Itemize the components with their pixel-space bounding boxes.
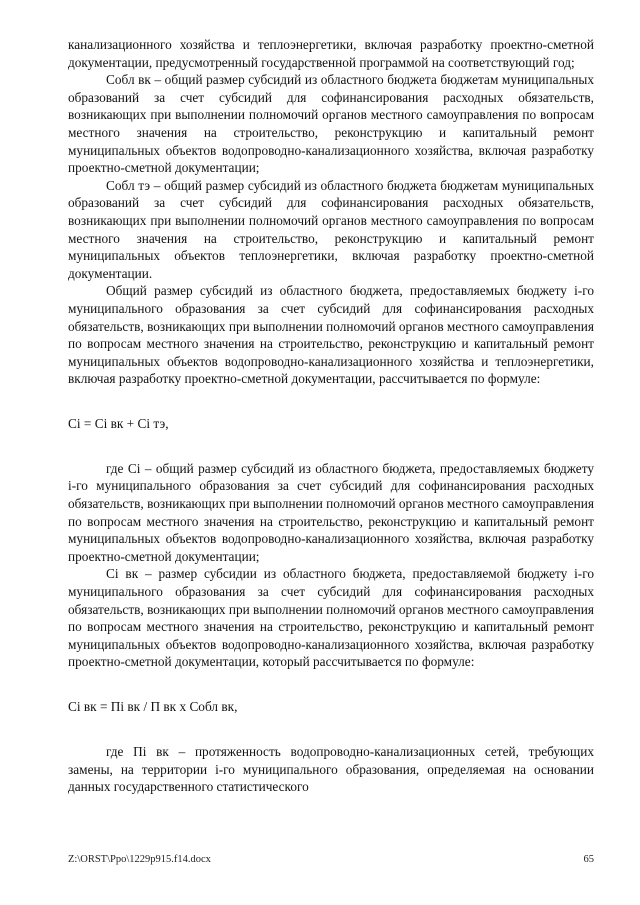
paragraph-total-subsidy: Общий размер субсидий из областного бюджета, предоставляемых бюджету i-го муниципального образования за счет субсидий для софинансирования расходных обязательств, возникающих при выполнении полномочий органов местного самоуправления по вопросам местного значения на строительство, реконструкцию и капитальный ремонт муниципальных объектов водопроводно-канализационного хозяйства и теплоэнергетики, включая разработку проектно-сметной документации, рассчитывается по формуле: xyxy=(68,283,594,387)
paragraph-ci-definition: где Ci – общий размер субсидий из областного бюджета, предоставляемых бюджету i-го муниципального образования за счет субсидий для софинансирования расходных обязательств, возникающих при выполнении полномочий органов местного самоуправления по вопросам местного значения на строительство, реконструкцию и капитальный ремонт муниципальных объектов водопроводно-канализационного хозяйства, включая разработку проектно-сметной документации; xyxy=(68,460,594,564)
document-body xyxy=(68,36,594,796)
formula-ci-vk: Ci вк = Пi вк / П вк x Собл вк, xyxy=(68,699,238,714)
paragraph-sobl-vk: Собл вк – общий размер субсидий из областного бюджета бюджетам муниципальных образований за счет субсидий для софинансирования расходных обязательств, возникающих при выполнении полномочий органов местного самоуправления по вопросам местного значения на строительство, реконструкцию и капитальный ремонт муниципальных объектов водопроводно-канализационного хозяйства, включая разработку проектно-сметной документации; xyxy=(68,72,594,176)
page-footer xyxy=(68,854,594,865)
paragraph-pi-vk-definition: где Пi вк – протяженность водопроводно-канализационных сетей, требующих замены, на территории i-го муниципального образования, определяемая на основании данных государственного статистического xyxy=(68,744,594,795)
paragraph-sobl-te: Собл тэ – общий размер субсидий из областного бюджета бюджетам муниципальных образований за счет субсидий для софинансирования расходных обязательств, возникающих при выполнении полномочий органов местного самоуправления по вопросам местного значения на строительство, реконструкцию и капитальный ремонт муниципальных объектов теплоэнергетики, включая разработку проектно-сметной документации. xyxy=(68,177,594,281)
footer-page-number: 65 xyxy=(583,854,594,865)
footer-file-path: Z:\ORST\Ppo\1229p915.f14.docx xyxy=(68,854,211,865)
paragraph-continuation: канализационного хозяйства и теплоэнергетики, включая разработку проектно-сметной документации, предусмотренный государственной программой на соответствующий год; xyxy=(68,37,594,70)
paragraph-ci-vk-definition: Ci вк – размер субсидии из областного бюджета, предоставляемой бюджету i-го муниципального образования за счет субсидий для софинансирования расходных обязательств, возникающих при выполнении полномочий органов местного самоуправления по вопросам местного значения на строительство, реконструкцию и капитальный ремонт муниципальных объектов водопроводно-канализационного хозяйства, включая разработку проектно-сметной документации, который рассчитывается по формуле: xyxy=(68,566,594,670)
formula-ci: Ci = Ci вк + Ci тэ, xyxy=(68,415,169,431)
